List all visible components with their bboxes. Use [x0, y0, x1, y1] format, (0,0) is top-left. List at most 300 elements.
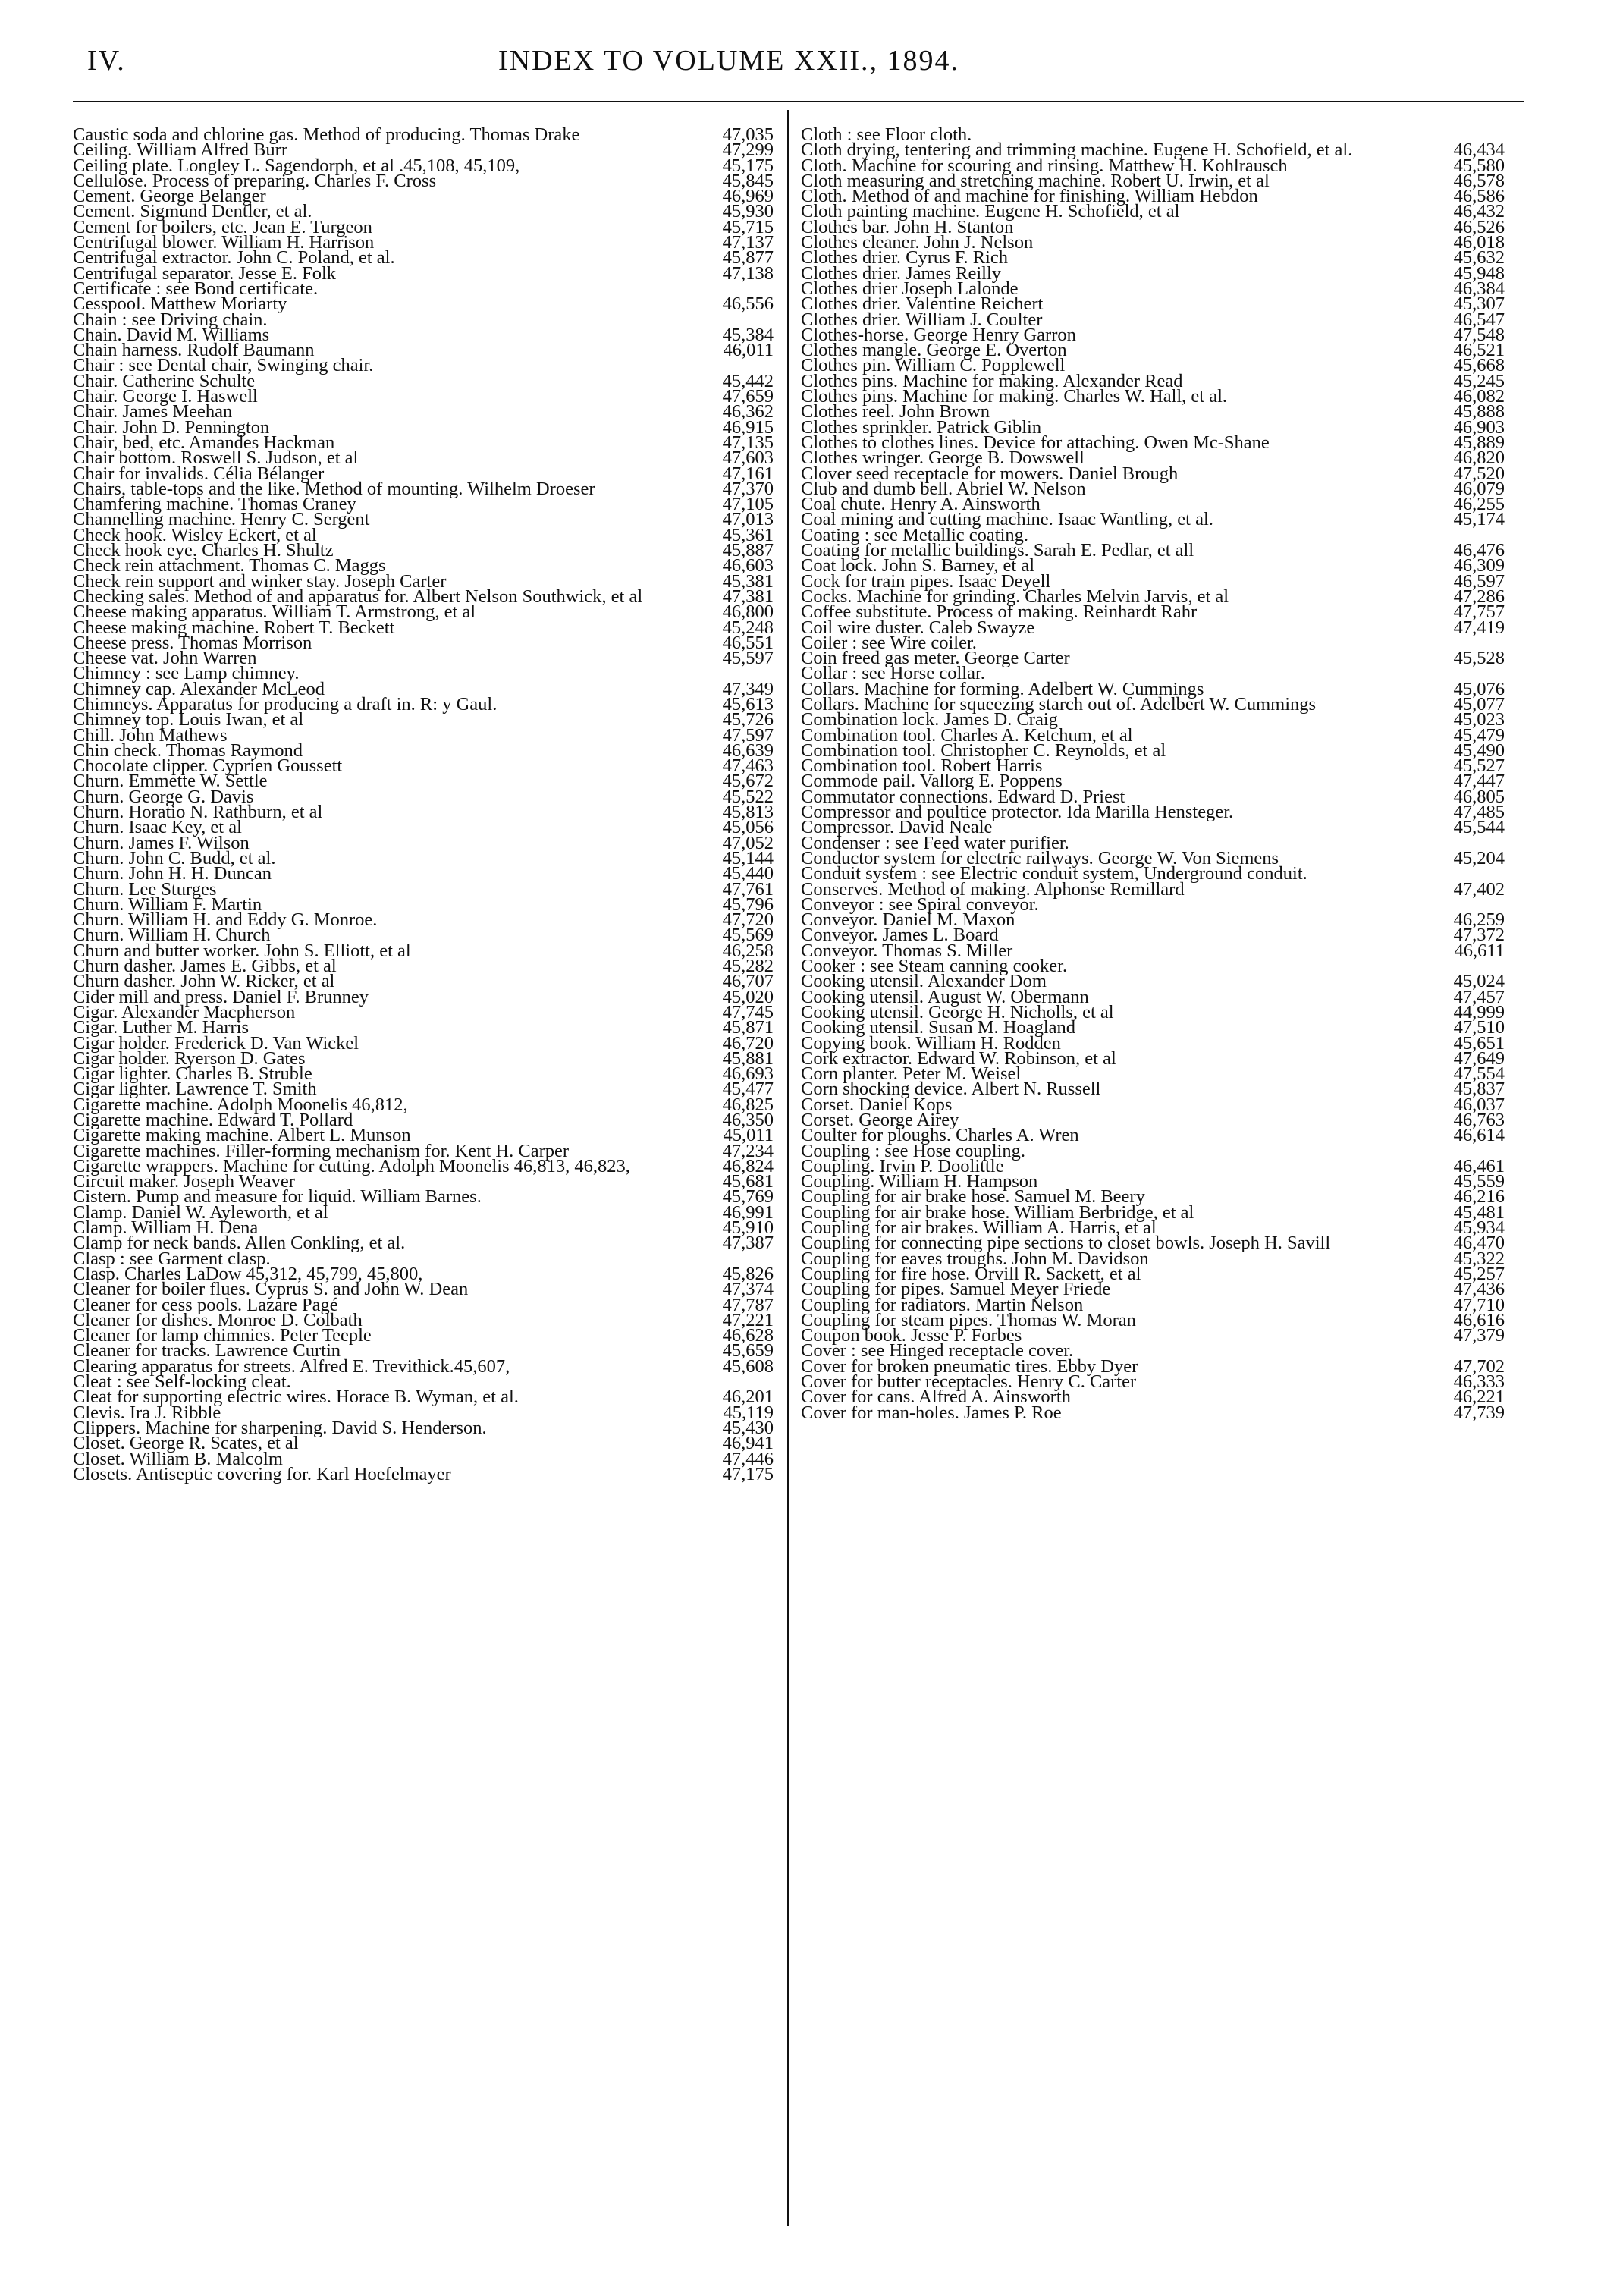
patent-number: 45,910 [722, 1217, 774, 1239]
patent-number: 46,547 [1453, 309, 1505, 330]
index-entry-text: Coupling. Irvin P. Doolittle [801, 1155, 1004, 1176]
patent-number: 46,216 [1453, 1186, 1505, 1208]
index-entry-text: Corset. George Airey [801, 1110, 959, 1130]
patent-number: 46,611 [1454, 940, 1505, 961]
index-entry-text: Clothes pins. Machine for making. Alexander Read [801, 370, 1183, 391]
patent-number: 45,245 [1453, 370, 1505, 391]
patent-number: 45,282 [722, 956, 774, 977]
index-entry-text: Churn. William H. Church [73, 925, 271, 946]
patent-number: 47,520 [1453, 463, 1505, 484]
patent-number: 46,586 [1453, 186, 1505, 207]
index-entry-text: Coupling for connecting pipe sections to closet bowls. Joseph H. Savill [801, 1233, 1331, 1254]
patent-number: 47,221 [722, 1309, 774, 1330]
patent-number: 47,370 [722, 478, 774, 499]
index-entry-text: Cloth drying, tentering and trimming machine. Eugene H. Schofield, et al. [801, 140, 1353, 161]
patent-number: 46,432 [1453, 201, 1505, 222]
index-entry-text: Coupling for air brake hose. William Berbridge, et al [801, 1201, 1194, 1223]
index-entry-text: Copying book. William H. Rodden [801, 1032, 1061, 1054]
patent-number: 47,659 [722, 386, 774, 407]
index-entry-text: Churn dasher. James E. Gibbs, et al [73, 956, 337, 977]
index-entry-text: Churn. John H. H. Duncan [73, 863, 272, 884]
patent-number: 45,930 [722, 201, 774, 222]
index-entry-text: Compressor. David Neale [801, 817, 993, 838]
index-entry-text: Clearing apparatus for streets. Alfred E. Trevithick.45,607, [73, 1355, 510, 1377]
patent-number: 47,710 [1453, 1294, 1505, 1315]
index-entry-text: Cloth : see Floor cloth. [801, 124, 972, 145]
index-entry-text: Coupling for steam pipes. Thomas W. Moran [801, 1309, 1136, 1330]
index-entry-text: Cover : see Hinged receptacle cover. [801, 1340, 1074, 1362]
index-entry-text: Check hook eye. Charles H. Shultz [73, 540, 334, 561]
patent-number: 46,201 [722, 1387, 774, 1408]
patent-number: 46,720 [722, 1032, 774, 1054]
patent-number: 46,820 [1453, 448, 1505, 469]
index-entry-text: Cigarette wrappers. Machine for cutting. Adolph Moonelis 46,813, 46,823, [73, 1155, 630, 1176]
index-entry-text: Centrifugal blower. William H. Harrison [73, 232, 375, 253]
index-entry-text: Chimney cap. Alexander McLeod [73, 678, 325, 699]
patent-number: 47,485 [1453, 802, 1505, 823]
patent-number: 45,442 [722, 370, 774, 391]
patent-number: 47,761 [722, 878, 774, 900]
index-entry-text: Cloth measuring and stretching machine. Robert U. Irwin, et al [801, 170, 1270, 191]
patent-number: 46,350 [722, 1110, 774, 1130]
patent-number: 45,837 [1453, 1079, 1505, 1100]
patent-number: 45,889 [1453, 432, 1505, 453]
index-entry-text: Coupling for air brake hose. Samuel M. Beery [801, 1186, 1145, 1208]
patent-number: 46,521 [1453, 340, 1505, 361]
index-entry-text: Cigarette machines. Filler-forming mechanism for. Kent H. Carper [73, 1140, 570, 1161]
patent-number: 47,135 [722, 432, 774, 453]
patent-number: 46,628 [722, 1325, 774, 1346]
index-entry-text: Checking sales. Method of and apparatus for. Albert Nelson Southwick, et al [73, 586, 643, 607]
index-entry-text: Clothes drier. James Reilly [801, 262, 1002, 284]
patent-number: 46,805 [1453, 786, 1505, 807]
index-entry-text: Clamp for neck bands. Allen Conkling, et al. [73, 1233, 406, 1254]
patent-number: 46,259 [1453, 909, 1505, 931]
index-entry-text: Cloth. Machine for scouring and rinsing. Matthew H. Kohlrausch [801, 155, 1288, 176]
patent-number: 45,608 [722, 1355, 774, 1377]
index-entry-text: Cellulose. Process of preparing. Charles F. Cross [73, 170, 437, 191]
index-entry-text: Condenser : see Feed water purifier. [801, 832, 1069, 853]
patent-number: 46,551 [722, 632, 774, 653]
patent-number: 47,597 [722, 724, 774, 746]
patent-number: 45,257 [1453, 1263, 1505, 1284]
index-entry-text: Chair. James Meehan [73, 401, 233, 422]
patent-number: 45,077 [1453, 693, 1505, 715]
index-entry-text: Caustic soda and chlorine gas. Method of producing. Thomas Drake [73, 124, 580, 145]
patent-number: 45,569 [722, 925, 774, 946]
patent-number: 45,845 [722, 170, 774, 191]
patent-number: 45,175 [722, 155, 774, 176]
patent-number: 47,381 [722, 586, 774, 607]
patent-number: 47,052 [722, 832, 774, 853]
index-entry-text: Cigar lighter. Charles B. Struble [73, 1063, 312, 1085]
patent-number: 46,639 [722, 740, 774, 761]
index-entry-text: Conductor system for electric railways. George W. Von Siemens [801, 847, 1279, 868]
patent-number: 45,361 [722, 524, 774, 545]
patent-number: 46,362 [722, 401, 774, 422]
patent-number: 47,649 [1453, 1047, 1505, 1069]
patent-number: 46,693 [722, 1063, 774, 1085]
index-entry-text: Cloth painting machine. Eugene H. Schofield, et al [801, 201, 1180, 222]
patent-number: 47,105 [722, 494, 774, 515]
patent-number: 46,707 [722, 971, 774, 992]
patent-number: 45,796 [722, 894, 774, 915]
patent-number: 46,616 [1453, 1309, 1505, 1330]
index-entry-text: Chair. Catherine Schulte [73, 370, 256, 391]
index-entry-text: Chimney top. Louis Iwan, et al [73, 709, 304, 730]
patent-number: 47,161 [722, 463, 774, 484]
patent-number: 46,079 [1453, 478, 1505, 499]
patent-number: 47,286 [1453, 586, 1505, 607]
index-entry-text: Cement for boilers, etc. Jean E. Turgeon [73, 216, 372, 237]
index-entry-text: Clothes drier Joseph Lalonde [801, 278, 1019, 299]
patent-number: 46,037 [1453, 1094, 1505, 1115]
patent-number: 45,527 [1453, 755, 1505, 777]
patent-number: 46,221 [1453, 1387, 1505, 1408]
index-entry-text: Clothes pins. Machine for making. Charles W. Hall, et al. [801, 386, 1228, 407]
index-entry-text: Circuit maker. Joseph Weaver [73, 1171, 295, 1192]
patent-number: 46,824 [722, 1155, 774, 1176]
index-entry-text: Corset. Daniel Kops [801, 1094, 953, 1115]
index-entry-text: Chair bottom. Roswell S. Judson, et al [73, 448, 359, 469]
index-entry-text: Clothes to clothes lines. Device for attaching. Owen Mc-Shane [801, 432, 1270, 453]
index-entry-text: Combination tool. Christopher C. Reynolds, et al [801, 740, 1166, 761]
patent-number: 45,522 [722, 786, 774, 807]
index-entry-text: Cooking utensil. Alexander Dom [801, 971, 1047, 992]
index-entry-text: Coal mining and cutting machine. Isaac Wantling, et al. [801, 509, 1213, 530]
patent-number: 45,011 [723, 1125, 774, 1146]
index-entry-text: Clothes drier. Cyrus F. Rich [801, 247, 1008, 269]
index-entry-text: Conduit system : see Electric conduit system, Underground conduit. [801, 863, 1307, 884]
patent-number: 45,888 [1453, 401, 1505, 422]
page-title: INDEX TO VOLUME XXII., 1894. [498, 45, 960, 77]
index-entry-text: Commode pail. Vallorg E. Poppens [801, 771, 1063, 792]
patent-number: 47,419 [1453, 617, 1505, 638]
index-entry-text: Clothes drier. Valentine Reichert [801, 294, 1044, 315]
page-number: IV. [87, 45, 126, 77]
index-entry-text: Cleat : see Self-locking cleat. [73, 1371, 291, 1393]
index-entry-text: Compressor and poultice protector. Ida Marilla Hensteger. [801, 802, 1234, 823]
index-column-right [801, 124, 1505, 1423]
patent-number: 47,548 [1453, 324, 1505, 345]
index-entry-text: Coating : see Metallic coating. [801, 524, 1029, 545]
index-entry-text: Cleaner for lamp chimnies. Peter Teeple [73, 1325, 372, 1346]
index-entry-text: Coupling : see Hose coupling. [801, 1140, 1026, 1161]
patent-number: 45,948 [1453, 262, 1505, 284]
patent-number: 47,510 [1453, 1017, 1505, 1038]
patent-number: 45,934 [1453, 1217, 1505, 1239]
index-entry-text: Clothes-horse. George Henry Garron [801, 324, 1076, 345]
index-entry-text: Clasp. Charles LaDow 45,312, 45,799, 45,800, [73, 1263, 423, 1284]
index-entry-text: Coupling. William H. Hampson [801, 1171, 1038, 1192]
patent-number: 45,881 [722, 1047, 774, 1069]
index-entry-text: Cheese making machine. Robert T. Beckett [73, 617, 395, 638]
index-entry-text: Cleaner for cess pools. Lazare Pagé [73, 1294, 338, 1315]
index-entry-text: Cement. Sigmund Dentler, et al. [73, 201, 312, 222]
patent-number: 47,603 [722, 448, 774, 469]
patent-number: 45,877 [722, 247, 774, 269]
patent-number: 46,470 [1453, 1233, 1505, 1254]
index-entry-text: Conveyor. Daniel M. Maxon [801, 909, 1015, 931]
patent-number: 46,556 [722, 294, 774, 315]
patent-number: 46,526 [1453, 216, 1505, 237]
index-entry [73, 1463, 774, 1484]
index-entry-text: Cleaner for boiler flues. Cyprus S. and John W. Dean [73, 1279, 469, 1300]
index-entry-text: Collar : see Horse collar. [801, 663, 985, 684]
patent-number: 46,763 [1453, 1110, 1505, 1130]
index-entry-text: Corn planter. Peter M. Weisel [801, 1063, 1022, 1085]
patent-number: 45,119 [723, 1402, 774, 1423]
index-entry-text: Cheese vat. John Warren [73, 648, 257, 669]
patent-number: 46,255 [1453, 494, 1505, 515]
index-entry [801, 1402, 1505, 1423]
index-entry-text: Chair : see Dental chair, Swinging chair. [73, 355, 374, 376]
patent-number: 47,446 [722, 1448, 774, 1469]
index-entry-text: Cistern. Pump and measure for liquid. William Barnes. [73, 1186, 482, 1208]
index-entry-text: Cooking utensil. George H. Nicholls, et al [801, 1001, 1114, 1022]
patent-number: 46,903 [1453, 416, 1505, 438]
patent-number: 45,384 [722, 324, 774, 345]
index-entry-text: Combination lock. James D. Craig [801, 709, 1058, 730]
patent-number: 47,387 [722, 1233, 774, 1254]
index-entry-text: Coulter for ploughs. Charles A. Wren [801, 1125, 1079, 1146]
index-entry-text: Coil wire duster. Caleb Swayze [801, 617, 1035, 638]
index-entry-text: Churn. Isaac Key, et al [73, 817, 242, 838]
index-entry-text: Chain : see Driving chain. [73, 309, 268, 330]
patent-number: 45,651 [1453, 1032, 1505, 1054]
patent-number: 45,076 [1453, 678, 1505, 699]
patent-number: 47,372 [1453, 925, 1505, 946]
patent-number: 46,082 [1453, 386, 1505, 407]
index-entry-text: Churn. William H. and Eddy G. Monroe. [73, 909, 378, 931]
index-entry-text: Churn and butter worker. John S. Elliott, et al [73, 940, 411, 961]
patent-number: 46,333 [1453, 1371, 1505, 1393]
patent-number: 46,614 [1453, 1125, 1505, 1146]
patent-number: 45,174 [1453, 509, 1505, 530]
index-entry-text: Centrifugal extractor. John C. Poland, et al. [73, 247, 395, 269]
patent-number: 46,825 [722, 1094, 774, 1115]
index-entry-text: Coupling for fire hose. Orvill R. Sackett, et al [801, 1263, 1141, 1284]
patent-number: 45,613 [722, 693, 774, 715]
index-entry-text: Commutator connections. Edward D. Priest [801, 786, 1125, 807]
index-entry-text: Clothes wringer. George B. Dowswell [801, 448, 1085, 469]
patent-number: 47,374 [722, 1279, 774, 1300]
index-entry-text: Churn. John C. Budd, et al. [73, 847, 276, 868]
patent-number: 45,023 [1453, 709, 1505, 730]
patent-number: 45,322 [1453, 1248, 1505, 1269]
patent-number: 47,702 [1453, 1355, 1505, 1377]
patent-number: 46,915 [722, 416, 774, 438]
index-entry-text: Clamp. William H. Dena [73, 1217, 259, 1239]
index-entry-text: Churn dasher. John W. Ricker, et al [73, 971, 335, 992]
patent-number: 47,299 [722, 140, 774, 161]
index-entry-text: Churn. James F. Wilson [73, 832, 250, 853]
patent-number: 45,632 [1453, 247, 1505, 269]
patent-number: 44,999 [1453, 1001, 1505, 1022]
patent-number: 47,234 [722, 1140, 774, 1161]
index-entry-text: Conveyor. James L. Board [801, 925, 999, 946]
patent-number: 47,457 [1453, 986, 1505, 1007]
patent-number: 46,800 [722, 601, 774, 623]
patent-number: 47,138 [722, 262, 774, 284]
patent-number: 47,137 [722, 232, 774, 253]
index-entry-text: Clothes drier. William J. Coulter [801, 309, 1043, 330]
patent-number: 46,018 [1453, 232, 1505, 253]
index-entry-text: Conveyor. Thomas S. Miller [801, 940, 1013, 961]
index-entry-text: Check hook. Wisley Eckert, et al [73, 524, 317, 545]
patent-number: 45,056 [722, 817, 774, 838]
patent-number: 47,175 [722, 1463, 774, 1484]
index-entry-text: Chain harness. Rudolf Baumann [73, 340, 315, 361]
patent-number: 45,481 [1453, 1201, 1505, 1223]
index-entry-text: Cigarette machine. Edward T. Pollard [73, 1110, 353, 1130]
index-entry-text: Conveyor : see Spiral conveyor. [801, 894, 1039, 915]
index-entry-text: Chair, bed, etc. Amandes Hackman [73, 432, 335, 453]
patent-number: 45,726 [722, 709, 774, 730]
patent-number: 45,871 [722, 1017, 774, 1038]
index-entry-text: Clothes cleaner. John J. Nelson [801, 232, 1034, 253]
patent-number: 45,204 [1453, 847, 1505, 868]
patent-number: 45,597 [722, 648, 774, 669]
index-entry-text: Cock for train pipes. Isaac Deyell [801, 570, 1051, 592]
index-entry-text: Cleat for supporting electric wires. Horace B. Wyman, et al. [73, 1387, 519, 1408]
index-entry-text: Chin check. Thomas Raymond [73, 740, 303, 761]
patent-number: 46,309 [1453, 555, 1505, 576]
patent-number: 47,013 [722, 509, 774, 530]
index-entry-text: Ceiling plate. Longley L. Sagendorph, et al .45,108, 45,109, [73, 155, 520, 176]
index-entry-text: Coupling for eaves troughs. John M. Davidson [801, 1248, 1149, 1269]
patent-number: 45,668 [1453, 355, 1505, 376]
index-entry-text: Cigarette machine. Adolph Moonelis 46,812, [73, 1094, 408, 1115]
index-entry-text: Chimney : see Lamp chimney. [73, 663, 300, 684]
patent-number: 45,440 [722, 863, 774, 884]
index-entry-text: Closet. William B. Malcolm [73, 1448, 283, 1469]
index-entry-text: Clothes bar. John H. Stanton [801, 216, 1014, 237]
index-entry-text: Cigar. Luther M. Harris [73, 1017, 250, 1038]
patent-number: 46,434 [1453, 140, 1505, 161]
index-entry-text: Chocolate clipper. Cyprien Goussett [73, 755, 343, 777]
index-entry-text: Chair. John D. Pennington [73, 416, 270, 438]
index-entry-text: Clothes mangle. George E. Overton [801, 340, 1067, 361]
patent-number: 45,528 [1453, 648, 1505, 669]
patent-number: 47,463 [722, 755, 774, 777]
index-entry-text: Cider mill and press. Daniel F. Brunney [73, 986, 369, 1007]
index-entry-text: Churn. Lee Sturges [73, 878, 217, 900]
patent-number: 45,020 [722, 986, 774, 1007]
index-entry-text: Coin freed gas meter. George Carter [801, 648, 1070, 669]
patent-number: 46,578 [1453, 170, 1505, 191]
index-entry-text: Chairs, table-tops and the like. Method of mounting. Wilhelm Droeser [73, 478, 595, 499]
index-entry-text: Clippers. Machine for sharpening. David S. Henderson. [73, 1417, 487, 1438]
patent-number: 47,757 [1453, 601, 1505, 623]
header-rule [73, 101, 1524, 102]
index-entry-text: Cigar holder. Ryerson D. Gates [73, 1047, 306, 1069]
patent-number: 46,991 [722, 1201, 774, 1223]
index-entry-text: Cloth. Method of and machine for finishing. William Hebdon [801, 186, 1258, 207]
index-entry-text: Chamfering machine. Thomas Craney [73, 494, 356, 515]
patent-number: 45,248 [722, 617, 774, 638]
index-entry-text: Churn. Emmette W. Settle [73, 771, 268, 792]
patent-number: 46,476 [1453, 540, 1505, 561]
patent-number: 46,258 [722, 940, 774, 961]
index-entry-text: Coat lock. John S. Barney, et al [801, 555, 1035, 576]
index-entry-text: Coupling for pipes. Samuel Meyer Friede [801, 1279, 1111, 1300]
patent-number: 45,477 [722, 1079, 774, 1100]
index-entry-text: Collars. Machine for forming. Adelbert W. Cummings [801, 678, 1204, 699]
patent-number: 47,787 [722, 1294, 774, 1315]
index-entry-text: Clothes reel. John Brown [801, 401, 990, 422]
patent-number: 47,720 [722, 909, 774, 931]
patent-number: 45,580 [1453, 155, 1505, 176]
patent-number: 45,307 [1453, 294, 1505, 315]
patent-number: 45,769 [722, 1186, 774, 1208]
column-divider [787, 110, 789, 2226]
patent-number: 46,941 [722, 1433, 774, 1454]
index-entry-text: Coupling for radiators. Martin Nelson [801, 1294, 1084, 1315]
index-entry-text: Centrifugal separator. Jesse E. Folk [73, 262, 337, 284]
patent-number: 46,461 [1453, 1155, 1505, 1176]
index-entry-text: Ceiling. William Alfred Burr [73, 140, 287, 161]
patent-number: 45,544 [1453, 817, 1505, 838]
patent-number: 45,479 [1453, 724, 1505, 746]
index-entry-text: Chill. John Mathews [73, 724, 228, 746]
index-entry-text: Coating for metallic buildings. Sarah E. Pedlar, et all [801, 540, 1194, 561]
index-entry-text: Cooking utensil. Susan M. Hoagland [801, 1017, 1076, 1038]
index-entry-text: Combination tool. Charles A. Ketchum, et al [801, 724, 1133, 746]
index-entry-text: Churn. Horatio N. Rathburn, et al [73, 802, 323, 823]
patent-number: 45,813 [722, 802, 774, 823]
patent-number: 45,659 [722, 1340, 774, 1362]
patent-number: 45,144 [722, 847, 774, 868]
index-entry-text: Collars. Machine for squeezing starch out of. Adelbert W. Cummings [801, 693, 1317, 715]
patent-number: 45,681 [722, 1171, 774, 1192]
patent-number: 46,384 [1453, 278, 1505, 299]
index-entry-text: Chair. George I. Haswell [73, 386, 258, 407]
index-entry-text: Cigar holder. Frederick D. Van Wickel [73, 1032, 359, 1054]
index-entry-text: Clothes pin. William C. Popplewell [801, 355, 1066, 376]
index-entry-text: Cooker : see Steam canning cooker. [801, 956, 1068, 977]
index-entry-text: Cigarette making machine. Albert L. Munson [73, 1125, 411, 1146]
patent-number: 47,554 [1453, 1063, 1505, 1085]
index-entry-text: Clamp. Daniel W. Ayleworth, et al [73, 1201, 328, 1223]
patent-number: 45,887 [722, 540, 774, 561]
index-entry-text: Coffee substitute. Process of making. Reinhardt Rahr [801, 601, 1198, 623]
index-entry-text: Chimneys. Apparatus for producing a draft in. R: y Gaul. [73, 693, 498, 715]
index-entry-text: Chain. David M. Williams [73, 324, 270, 345]
index-entry-text: Coal chute. Henry A. Ainsworth [801, 494, 1041, 515]
patent-number: 47,349 [722, 678, 774, 699]
patent-number: 47,739 [1453, 1402, 1505, 1423]
index-entry-text: Cheese press. Thomas Morrison [73, 632, 312, 653]
patent-number: 45,430 [722, 1417, 774, 1438]
index-entry-text: Clasp : see Garment clasp. [73, 1248, 271, 1269]
index-entry-text: Churn. George G. Davis [73, 786, 254, 807]
index-entry-text: Check rein support and winker stay. Joseph Carter [73, 570, 447, 592]
patent-number: 47,402 [1453, 878, 1505, 900]
index-entry-text: Cocks. Machine for grinding. Charles Melvin Jarvis, et al [801, 586, 1229, 607]
index-entry-text: Check rein attachment. Thomas C. Maggs [73, 555, 386, 576]
patent-number: 45,490 [1453, 740, 1505, 761]
index-entry-text: Cooking utensil. August W. Obermann [801, 986, 1089, 1007]
index-entry-text: Clover seed receptacle for mowers. Daniel Brough [801, 463, 1179, 484]
patent-number: 46,597 [1453, 570, 1505, 592]
index-entry-text: Closets. Antiseptic covering for. Karl Hoefelmayer [73, 1463, 451, 1484]
index-entry-text: Cigar lighter. Lawrence T. Smith [73, 1079, 317, 1100]
index-entry-text: Cover for man-holes. James P. Roe [801, 1402, 1062, 1423]
index-entry-text: Closet. George R. Scates, et al [73, 1433, 299, 1454]
patent-number: 45,715 [722, 216, 774, 237]
patent-number: 46,011 [723, 340, 774, 361]
